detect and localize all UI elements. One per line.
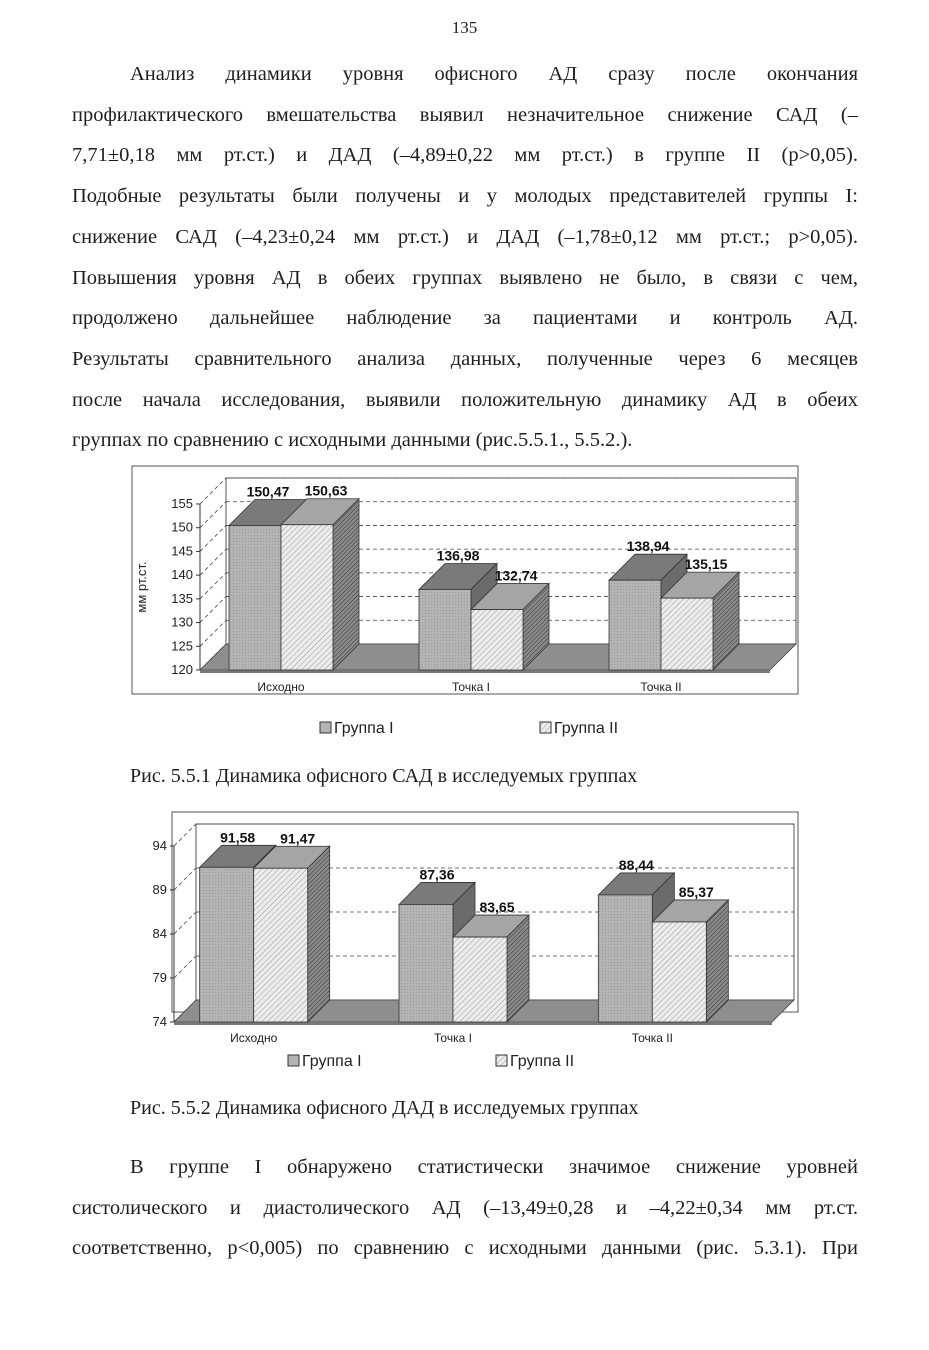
bar-front — [661, 598, 713, 670]
text-line: соответственно, p<0,005) по сравнению с исходными данными (рис. 5.3.1). При — [72, 1237, 858, 1260]
x-tick-label: Точка I — [452, 680, 490, 694]
y-tick-label: 135 — [171, 590, 193, 606]
text-line: Подобные результаты были получены и у молодых представителей группы I: — [72, 185, 858, 208]
text-line: снижение САД (–4,23±0,24 мм рт.ст.) и ДАД (–1,78±0,12 мм рт.ст.; p>0,05). — [72, 225, 858, 248]
figure-caption-2: Рис. 5.5.2 Динамика офисного ДАД в исследуемых группах — [130, 1097, 639, 1119]
bar-group-2 — [281, 499, 359, 670]
y-tick-label: 125 — [171, 638, 193, 654]
y-tick-label: 74 — [152, 1014, 167, 1029]
x-tick-label: Исходно — [257, 680, 305, 694]
y-tick-label: 130 — [171, 614, 193, 630]
bar-front — [609, 580, 661, 670]
text-line: Анализ динамики уровня офисного АД сразу после окончания — [130, 63, 858, 85]
bar-group-2 — [453, 915, 529, 1022]
y-tick-label: 145 — [171, 543, 193, 559]
bar-front — [281, 525, 333, 670]
data-label: 91,58 — [220, 829, 256, 846]
data-label: 135,15 — [684, 556, 728, 573]
paragraph-2 — [72, 1147, 858, 1269]
data-label: 83,65 — [479, 899, 515, 916]
data-label: 150,47 — [246, 483, 290, 500]
y-tick-label: 79 — [152, 970, 167, 985]
bar-front — [200, 867, 254, 1022]
bar-front — [419, 589, 471, 670]
bar-front — [229, 525, 281, 670]
legend-label: Группа I — [302, 1053, 362, 1070]
text-line: 7,71±0,18 мм рт.ст.) и ДАД (–4,89±0,22 мм рт.ст.) в группе II (p>0,05). — [72, 144, 858, 167]
y-tick-label: 84 — [152, 926, 167, 941]
data-label: 150,63 — [304, 482, 348, 499]
data-label: 91,47 — [280, 830, 316, 847]
legend-swatch — [320, 722, 331, 733]
data-label: 138,94 — [626, 538, 670, 555]
data-label: 136,98 — [436, 547, 480, 564]
bar-front — [254, 868, 308, 1022]
text-line: после начала исследования, выявили положительную динамику АД в обеих — [72, 388, 858, 411]
page-number: 135 — [451, 18, 478, 37]
x-tick-label: Исходно — [230, 1031, 278, 1045]
floor-edge — [174, 1022, 772, 1025]
y-tick-label: 150 — [171, 519, 193, 535]
legend-swatch — [540, 722, 551, 733]
text-line: группах по сравнению с исходными данными (рис.5.5.1., 5.5.2.). — [72, 429, 633, 452]
y-tick-label: 89 — [152, 882, 167, 897]
bar-side — [308, 846, 330, 1022]
chart-sad — [130, 462, 810, 752]
text-line: систолического и диастолического АД (–13,49±0,28 и –4,22±0,34 мм рт.ст. — [72, 1196, 858, 1219]
x-tick-label: Точка I — [434, 1031, 472, 1045]
figure-caption-1: Рис. 5.5.1 Динамика офисного САД в исследуемых группах — [130, 765, 638, 787]
bar-group-2 — [254, 846, 330, 1022]
data-label: 132,74 — [494, 567, 538, 584]
bar-front — [598, 895, 652, 1022]
x-tick-label: Точка II — [631, 1031, 673, 1045]
data-label: 87,36 — [419, 866, 455, 883]
y-tick-label: 155 — [171, 496, 193, 511]
bar-front — [652, 922, 706, 1022]
legend-label: Группа II — [554, 720, 619, 737]
legend-label: Группа I — [334, 720, 394, 737]
data-label: 85,37 — [678, 883, 714, 900]
text-line: профилактического вмешательства выявил незначительное снижение САД (– — [72, 103, 858, 126]
bar-side — [333, 499, 359, 670]
text-line: Повышения уровня АД в обеих группах выявлено не было, в связи с чем, — [72, 266, 858, 289]
bar-front — [399, 904, 453, 1022]
bar-group-2 — [652, 900, 728, 1022]
text-line: продолжено дальнейшее наблюдение за пациентами и контроль АД. — [72, 307, 858, 330]
y-axis-label: мм рт.ст. — [134, 561, 149, 613]
chart-dad — [130, 808, 810, 1078]
text-line: В группе I обнаружено статистически значимое снижение уровней — [130, 1156, 858, 1178]
x-tick-label: Точка II — [640, 680, 682, 694]
bar-front — [471, 610, 523, 670]
y-tick-label: 94 — [152, 838, 167, 853]
legend-swatch — [288, 1055, 299, 1066]
legend-swatch — [496, 1055, 507, 1066]
text-line: Результаты сравнительного анализа данных, полученные через 6 месяцев — [72, 347, 858, 370]
bar-group-2 — [661, 572, 739, 670]
data-label: 88,44 — [618, 856, 654, 873]
y-tick-label: 120 — [171, 662, 193, 677]
bar-front — [453, 937, 507, 1022]
floor-edge — [200, 670, 770, 673]
y-tick-label: 140 — [171, 567, 193, 583]
legend-label: Группа II — [510, 1053, 575, 1070]
bar-side — [706, 900, 728, 1022]
paragraph-1 — [72, 54, 858, 461]
